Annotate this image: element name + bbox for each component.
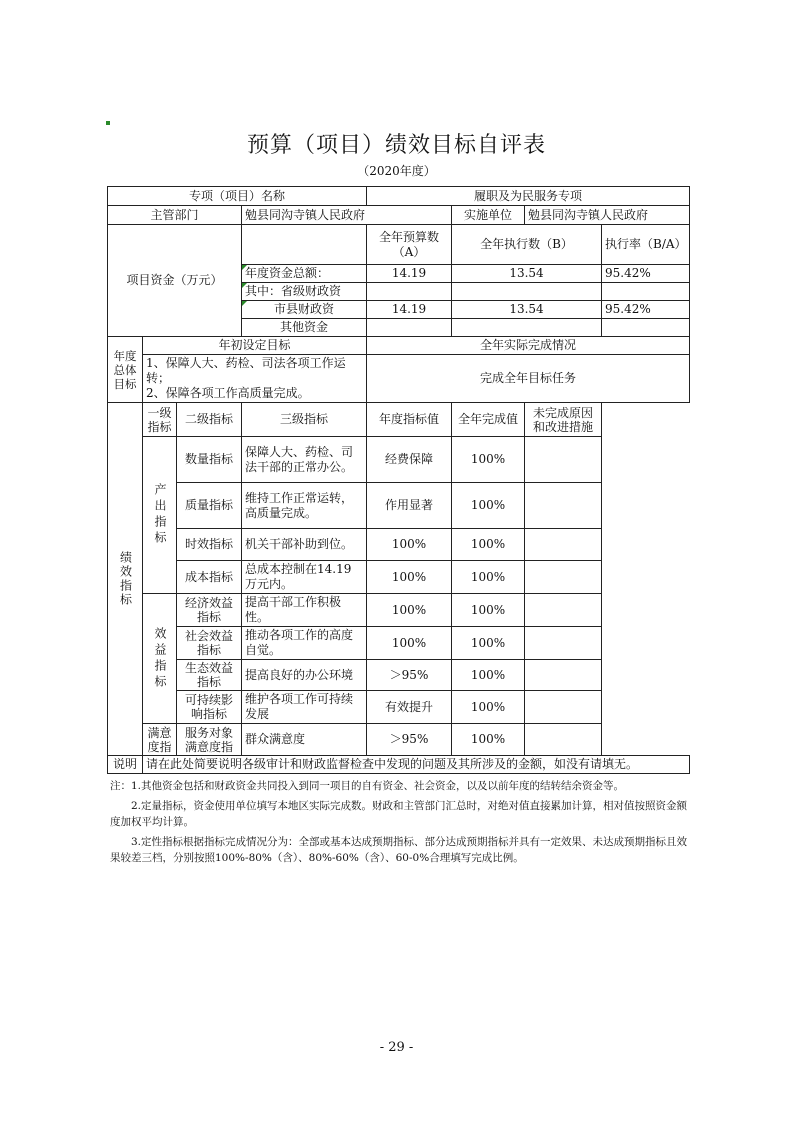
project-name-label: 专项（项目）名称 (108, 187, 367, 206)
level3-cell: 群众满意度 (242, 724, 367, 756)
actual-cell: 100% (452, 691, 525, 724)
target-cell: 100% (367, 561, 452, 594)
reason-cell (525, 660, 602, 691)
target-cell: 100% (367, 594, 452, 627)
reason-cell (525, 437, 602, 483)
actual-completion-text: 完成全年目标任务 (367, 355, 690, 403)
notes-block (110, 778, 690, 870)
fund-row-name: 其中：省级财政资 (242, 283, 367, 301)
level3-cell: 总成本控制在14.19万元内。 (242, 561, 367, 594)
year-subtitle: （2020年度） (357, 164, 436, 178)
fund-row-name: 其他资金 (242, 319, 367, 337)
reason-cell (525, 561, 602, 594)
note-1: 注：1.其他资金包括和财政资金共同投入到同一项目的自有资金、社会资金，以及以前年度的结转结余资金等。 (110, 780, 625, 792)
note-2: 2.定量指标，资金使用单位填写本地区实际完成数。财政和主管部门汇总时，对绝对值直接累加计算，相对值按照资金额度加权平均计算。 (110, 800, 688, 828)
level2-cell: 可持续影响指标 (177, 691, 242, 724)
col-rate-header: 执行率（B/A） (602, 225, 690, 265)
reason-cell (525, 529, 602, 561)
reason-header: 未完成原因和改进措施 (525, 403, 602, 437)
level2-cell: 服务对象满意度指 (177, 724, 242, 756)
fund-row-budget: 14.19 (367, 265, 452, 283)
col-exec-header: 全年执行数（B） (452, 225, 602, 265)
actual-cell: 100% (452, 529, 525, 561)
level2-cell: 成本指标 (177, 561, 242, 594)
actual-cell: 100% (452, 483, 525, 529)
fund-row-rate (602, 319, 690, 337)
project-name-value: 履职及为民服务专项 (367, 187, 690, 206)
page-number: - 29 - (379, 1040, 414, 1055)
dept-value: 勉县同沟寺镇人民政府 (242, 206, 452, 225)
level2-cell: 时效指标 (177, 529, 242, 561)
target-cell: ＞95% (367, 724, 452, 756)
reason-cell (525, 724, 602, 756)
level3-cell: 提高干部工作积极性。 (242, 594, 367, 627)
fund-row-exec (452, 283, 602, 301)
level2-header: 二级指标 (177, 403, 242, 437)
fund-row-budget (367, 283, 452, 301)
actual-cell: 100% (452, 437, 525, 483)
level3-cell: 维持工作正常运转，高质量完成。 (242, 483, 367, 529)
explain-label: 说明 (108, 756, 143, 774)
fund-row-rate (602, 283, 690, 301)
green-corner-mark (106, 121, 110, 125)
reason-cell (525, 594, 602, 627)
note-3: 3.定性指标根据指标完成情况分为：全部或基本达成预期指标、部分达成预期指标并具有一定效果、未达成预期指标且效果较差三档，分别按照100%-80%（含）、80%-60%（含）、60-0%合理填写完成比例。 (110, 836, 688, 864)
initial-goal-line-1: 1、保障人大、药检、司法各项工作运转； (146, 356, 346, 385)
level3-cell: 推动各项工作的高度自觉。 (242, 627, 367, 660)
fund-row-budget (367, 319, 452, 337)
evaluation-table (107, 186, 690, 774)
benefit-indicator-group: 效益指标 (143, 594, 177, 724)
target-cell: 作用显著 (367, 483, 452, 529)
impl-unit-label: 实施单位 (452, 206, 525, 225)
reason-cell (525, 691, 602, 724)
fund-row-name: 年度资金总额： (242, 265, 367, 283)
level2-cell: 质量指标 (177, 483, 242, 529)
level3-header: 三级指标 (242, 403, 367, 437)
actual-cell: 100% (452, 724, 525, 756)
page-title: 预算（项目）绩效目标自评表 (246, 133, 546, 158)
level3-cell: 保障人大、药检、司法干部的正常办公。 (242, 437, 367, 483)
funds-blank-header (242, 225, 367, 265)
fund-row-exec: 13.54 (452, 265, 602, 283)
actual-cell: 100% (452, 627, 525, 660)
target-header: 年度指标值 (367, 403, 452, 437)
fund-row-exec: 13.54 (452, 301, 602, 319)
target-cell: 100% (367, 529, 452, 561)
initial-goal-header: 年初设定目标 (143, 337, 367, 355)
actual-header: 全年完成值 (452, 403, 525, 437)
satisfaction-indicator-group: 满意度指 (143, 724, 177, 756)
actual-completion-header: 全年实际完成情况 (367, 337, 690, 355)
fund-row-name: 市县财政资 (242, 301, 367, 319)
initial-goal-line-2: 2、保障各项工作高质量完成。 (146, 386, 310, 400)
level2-cell: 社会效益指标 (177, 627, 242, 660)
actual-cell: 100% (452, 594, 525, 627)
explain-text: 请在此处简要说明各级审计和财政监督检查中发现的问题及其所涉及的金额，如没有请填无。 (143, 756, 690, 774)
fund-row-exec (452, 319, 602, 337)
level2-cell: 数量指标 (177, 437, 242, 483)
annual-goal-label: 年度总体目标 (108, 337, 143, 403)
output-indicator-group: 产出指标 (143, 437, 177, 594)
funds-label: 项目资金（万元） (108, 225, 242, 337)
perf-indicator-label: 绩效指标 (108, 403, 143, 756)
level3-cell: 维护各项工作可持续发展 (242, 691, 367, 724)
target-cell: 有效提升 (367, 691, 452, 724)
fund-row-budget: 14.19 (367, 301, 452, 319)
level1-header: 一级指标 (143, 403, 177, 437)
level3-cell: 机关干部补助到位。 (242, 529, 367, 561)
actual-cell: 100% (452, 660, 525, 691)
dept-label: 主管部门 (108, 206, 242, 225)
impl-unit-value: 勉县同沟寺镇人民政府 (525, 206, 690, 225)
level2-cell: 经济效益指标 (177, 594, 242, 627)
target-cell: 100% (367, 627, 452, 660)
fund-row-rate: 95.42% (602, 265, 690, 283)
target-cell: ＞95% (367, 660, 452, 691)
actual-cell: 100% (452, 561, 525, 594)
level2-cell: 生态效益指标 (177, 660, 242, 691)
fund-row-rate: 95.42% (602, 301, 690, 319)
reason-cell (525, 483, 602, 529)
reason-cell (525, 627, 602, 660)
col-budget-header: 全年预算数（A） (367, 225, 452, 265)
target-cell: 经费保障 (367, 437, 452, 483)
initial-goal-text (143, 355, 367, 403)
level3-cell: 提高良好的办公环境 (242, 660, 367, 691)
